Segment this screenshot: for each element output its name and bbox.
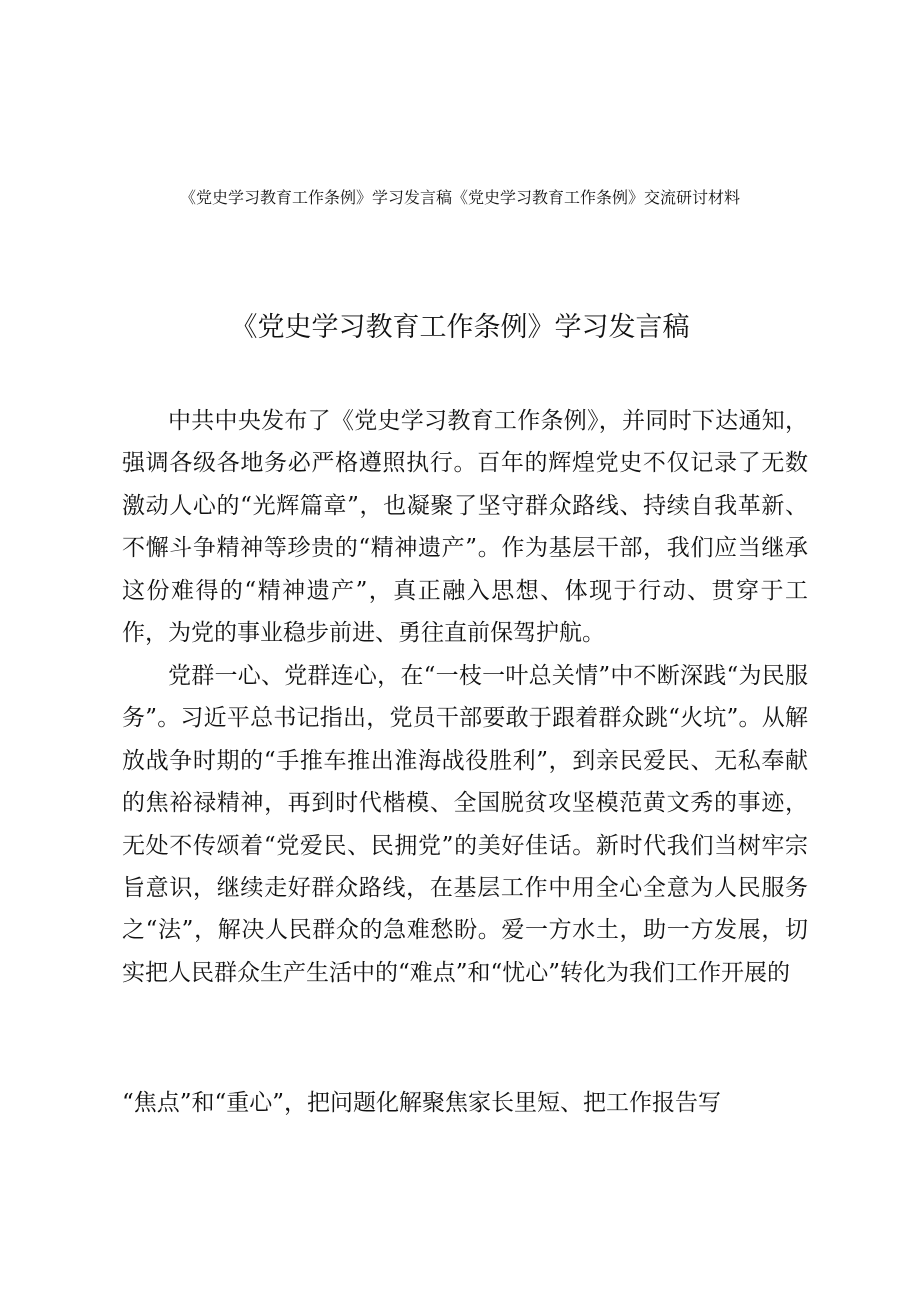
paragraph-2 xyxy=(122,655,808,1036)
paragraph-3 xyxy=(122,1082,808,1125)
paragraph-2-text: 党群一心、党群连心，在“一枝一叶总关情”中不断深践“为民服务”。习近平总书记指出，党员干部要敢于跟着群众跳“火坑”。从解放战争时期的“手推车推出淮海战役胜利”，到亲民爱民、无私奉献的焦裕禄精神，再到时代楷模、全国脱贫攻坚模范黄文秀的事迹，无处不传颂着“党爱民、民拥党”的美好佳话。新时代我们当树牢宗旨意识，继续走好群众路线，在基层工作中用全心全意为人民服务之“法”，解决人民群众的急难愁盼。爱一方水土，助一方发展，切实把人民群众生产生活中的“难点”和“忧心”转化为我们工作开展的 xyxy=(122,663,808,986)
document-title: 《党史学习教育工作条例》学习发言稿 xyxy=(230,312,690,343)
paragraph-1-text: 中共中央发布了《党史学习教育工作条例》，并同时下达通知，强调各级各地务必严格遵照执行。百年的辉煌党史不仅记录了无数激动人心的“光辉篇章”，也凝聚了坚守群众路线、持续自我革新、不懈斗争精神等珍贵的“精神遗产”。作为基层干部，我们应当继承这份难得的“精神遗产”，真正融入思想、体现于行动、贯穿于工作，为党的事业稳步前进、勇往直前保驾护航。 xyxy=(122,408,808,647)
paragraph-3-text: “焦点”和“重心”，把问题化解聚焦家长里短、把工作报告写 xyxy=(122,1090,722,1116)
paragraph-1 xyxy=(122,400,808,654)
document-header: 《党史学习教育工作条例》学习发言稿《党史学习教育工作条例》交流研讨材料 xyxy=(179,188,740,207)
